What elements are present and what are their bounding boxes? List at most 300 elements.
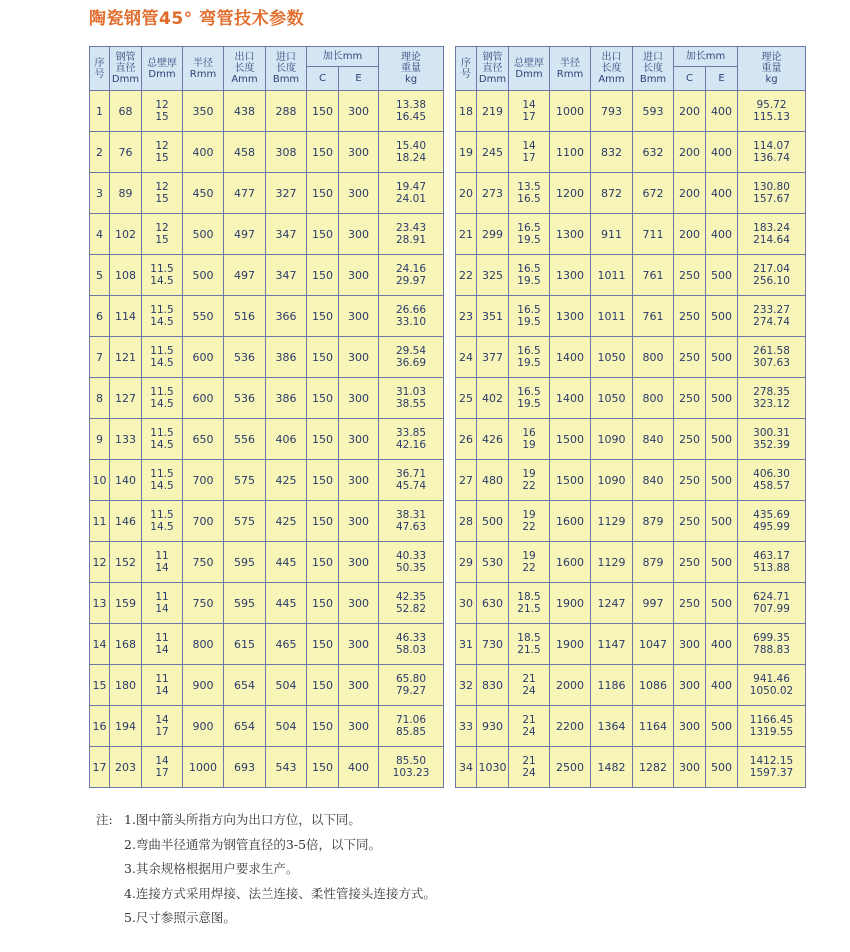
cell-no: 25: [456, 378, 477, 419]
cell-wall-line: 14: [155, 755, 169, 767]
cell-ext-c: 250: [674, 583, 706, 624]
cell-inlet-length: 504: [266, 706, 307, 747]
cell-wall-line: 19: [522, 550, 536, 562]
cell-inlet-length: 1086: [633, 665, 674, 706]
cell-ext-e: 300: [339, 460, 379, 501]
cell-no: 32: [456, 665, 477, 706]
cell-wall-line: 14.5: [150, 521, 174, 533]
cell-ext-c: 150: [307, 706, 339, 747]
cell-wall: [509, 296, 550, 337]
cell-weight-line: 36.69: [395, 357, 427, 369]
cell-wall-line: 14.5: [150, 275, 174, 287]
cell-weight-line: 23.43: [395, 222, 427, 234]
cell-no: 10: [90, 460, 110, 501]
table-row: [456, 460, 806, 501]
cell-radius: 1000: [550, 91, 591, 132]
header-radius: [550, 47, 591, 91]
header-line: 总壁厚: [514, 57, 544, 69]
cell-diameter: 219: [477, 91, 509, 132]
header-line: 理论: [761, 52, 782, 63]
table-row: [90, 132, 444, 173]
cell-outlet-length: 832: [591, 132, 633, 173]
cell-wall-line: 16.5: [517, 345, 541, 357]
cell-weight-line: 33.10: [395, 316, 427, 328]
header-ext-c: C: [674, 67, 706, 91]
cell-wall: [142, 624, 183, 665]
cell-weight-line: 29.54: [395, 345, 427, 357]
cell-ext-e: 500: [706, 542, 738, 583]
cell-outlet-length: 1186: [591, 665, 633, 706]
cell-weight-line: 513.88: [753, 562, 790, 574]
cell-weight: [379, 337, 444, 378]
header-no: [456, 47, 477, 91]
cell-weight-line: 24.01: [395, 193, 427, 205]
cell-wall: [142, 296, 183, 337]
header-ext-e: E: [339, 67, 379, 91]
cell-diameter: 377: [477, 337, 509, 378]
cell-weight-line: 214.64: [753, 234, 790, 246]
cell-diameter: 245: [477, 132, 509, 173]
cell-ext-e: 300: [339, 173, 379, 214]
cell-ext-e: 300: [339, 378, 379, 419]
cell-wall: [509, 214, 550, 255]
header-extension: 加长mm: [307, 47, 379, 67]
cell-ext-e: 500: [706, 296, 738, 337]
header-line: 长度: [276, 63, 296, 74]
cell-wall-line: 17: [155, 767, 169, 779]
header-line: 序: [461, 57, 471, 69]
cell-diameter: 1030: [477, 747, 509, 788]
cell-ext-e: 500: [706, 583, 738, 624]
cell-wall-line: 11.5: [150, 427, 174, 439]
cell-outlet-length: 1050: [591, 337, 633, 378]
cell-weight-line: 85.50: [395, 755, 427, 767]
cell-weight-line: 28.91: [395, 234, 427, 246]
cell-weight: [379, 624, 444, 665]
cell-diameter: 194: [110, 706, 142, 747]
cell-no: 19: [456, 132, 477, 173]
cell-no: 18: [456, 91, 477, 132]
cell-ext-c: 250: [674, 460, 706, 501]
cell-inlet-length: 840: [633, 460, 674, 501]
cell-inlet-length: 366: [266, 296, 307, 337]
cell-no: 13: [90, 583, 110, 624]
cell-weight-line: 183.24: [753, 222, 790, 234]
cell-no: 21: [456, 214, 477, 255]
cell-radius: 900: [183, 665, 224, 706]
cell-ext-c: 300: [674, 706, 706, 747]
cell-weight-line: 46.33: [395, 632, 427, 644]
cell-ext-e: 400: [706, 624, 738, 665]
cell-wall-line: 14.5: [150, 439, 174, 451]
cell-wall: [142, 91, 183, 132]
cell-wall-line: 14: [155, 714, 169, 726]
cell-wall-line: 11.5: [150, 468, 174, 480]
cell-radius: 1900: [550, 583, 591, 624]
cell-weight-line: 233.27: [753, 304, 790, 316]
header-ext-e: E: [706, 67, 738, 91]
cell-weight-line: 788.83: [753, 644, 790, 656]
table-row: [90, 419, 444, 460]
cell-wall-line: 14: [155, 644, 169, 656]
cell-ext-c: 200: [674, 214, 706, 255]
cell-diameter: 140: [110, 460, 142, 501]
cell-ext-e: 300: [339, 624, 379, 665]
header-line: 半径: [560, 57, 580, 69]
cell-outlet-length: 595: [224, 542, 266, 583]
cell-no: 23: [456, 296, 477, 337]
cell-ext-e: 400: [706, 91, 738, 132]
page-title: 陶瓷钢管45° 弯管技术参数: [89, 9, 305, 29]
cell-weight-line: 458.57: [753, 480, 790, 492]
cell-weight-line: 352.39: [753, 439, 790, 451]
cell-wall-line: 11: [155, 550, 169, 562]
cell-weight: [738, 583, 806, 624]
cell-ext-c: 250: [674, 542, 706, 583]
table-row: [90, 337, 444, 378]
cell-ext-c: 150: [307, 173, 339, 214]
cell-no: 17: [90, 747, 110, 788]
cell-inlet-length: 347: [266, 214, 307, 255]
cell-wall-line: 14: [155, 603, 169, 615]
cell-weight-line: 26.66: [395, 304, 427, 316]
cell-wall-line: 15: [155, 152, 169, 164]
cell-wall-line: 11.5: [150, 263, 174, 275]
cell-radius: 500: [183, 255, 224, 296]
header-line: 号: [461, 68, 471, 80]
cell-ext-c: 250: [674, 255, 706, 296]
cell-wall: [142, 665, 183, 706]
cell-weight-line: 941.46: [753, 673, 790, 685]
cell-wall-line: 24: [522, 767, 536, 779]
cell-weight-line: 707.99: [753, 603, 790, 615]
cell-radius: 900: [183, 706, 224, 747]
cell-radius: 700: [183, 501, 224, 542]
header-inlet-length: [266, 47, 307, 91]
cell-diameter: 127: [110, 378, 142, 419]
cell-outlet-length: 654: [224, 706, 266, 747]
table-row: [90, 378, 444, 419]
cell-wall: [142, 501, 183, 542]
cell-wall: [142, 747, 183, 788]
cell-inlet-length: 593: [633, 91, 674, 132]
cell-wall-line: 11: [155, 591, 169, 603]
cell-weight: [379, 296, 444, 337]
table-row: [456, 173, 806, 214]
cell-weight-line: 114.07: [753, 140, 790, 152]
cell-radius: 2200: [550, 706, 591, 747]
cell-wall: [509, 337, 550, 378]
cell-weight-line: 1319.55: [749, 726, 794, 738]
cell-weight-line: 42.35: [395, 591, 427, 603]
cell-diameter: 299: [477, 214, 509, 255]
cell-weight-line: 217.04: [753, 263, 790, 275]
cell-radius: 1900: [550, 624, 591, 665]
cell-weight-line: 103.23: [392, 767, 430, 779]
cell-inlet-length: 879: [633, 542, 674, 583]
table-row: [456, 665, 806, 706]
cell-ext-c: 150: [307, 91, 339, 132]
cell-radius: 1400: [550, 378, 591, 419]
cell-weight-line: 15.40: [395, 140, 427, 152]
cell-weight: [738, 255, 806, 296]
cell-inlet-length: 386: [266, 378, 307, 419]
cell-weight: [379, 747, 444, 788]
cell-outlet-length: 1147: [591, 624, 633, 665]
header-line: 进口: [643, 52, 663, 63]
cell-wall: [142, 173, 183, 214]
cell-radius: 800: [183, 624, 224, 665]
cell-ext-e: 300: [339, 419, 379, 460]
header-no: [90, 47, 110, 91]
cell-weight-line: 115.13: [753, 111, 790, 123]
cell-outlet-length: 1050: [591, 378, 633, 419]
cell-weight: [738, 624, 806, 665]
cell-wall: [142, 214, 183, 255]
cell-wall-line: 14.5: [150, 480, 174, 492]
cell-weight-line: 435.69: [753, 509, 790, 521]
cell-weight-line: 71.06: [395, 714, 427, 726]
cell-weight: [738, 214, 806, 255]
note-item: 2.弯曲半径通常为钢管直径的3-5倍，以下同。: [124, 836, 382, 852]
header-line: Dmm: [111, 74, 140, 85]
cell-weight: [738, 706, 806, 747]
cell-ext-e: 400: [706, 173, 738, 214]
cell-inlet-length: 327: [266, 173, 307, 214]
cell-outlet-length: 595: [224, 583, 266, 624]
header-line: 长度: [643, 63, 663, 74]
cell-wall: [509, 460, 550, 501]
cell-ext-c: 150: [307, 501, 339, 542]
table-row: [456, 624, 806, 665]
cell-wall-line: 14: [522, 99, 536, 111]
cell-wall: [509, 91, 550, 132]
cell-weight-line: 1050.02: [749, 685, 794, 697]
cell-no: 12: [90, 542, 110, 583]
cell-diameter: 102: [110, 214, 142, 255]
header-extension: 加长mm: [674, 47, 738, 67]
cell-ext-c: 150: [307, 419, 339, 460]
cell-wall: [509, 624, 550, 665]
cell-inlet-length: 1282: [633, 747, 674, 788]
cell-diameter: 133: [110, 419, 142, 460]
cell-weight: [379, 501, 444, 542]
cell-wall-line: 24: [522, 726, 536, 738]
cell-diameter: 89: [110, 173, 142, 214]
cell-radius: 1500: [550, 460, 591, 501]
cell-wall-line: 21: [522, 755, 536, 767]
cell-wall-line: 12: [155, 99, 169, 111]
cell-wall: [509, 255, 550, 296]
cell-radius: 1100: [550, 132, 591, 173]
cell-wall-line: 24: [522, 685, 536, 697]
cell-weight: [738, 337, 806, 378]
cell-diameter: 203: [110, 747, 142, 788]
cell-radius: 600: [183, 337, 224, 378]
cell-diameter: 152: [110, 542, 142, 583]
header-line: 理论: [401, 52, 422, 63]
cell-ext-c: 150: [307, 747, 339, 788]
cell-outlet-length: 1247: [591, 583, 633, 624]
cell-wall: [509, 583, 550, 624]
cell-wall-line: 17: [522, 111, 536, 123]
header-line: 直径: [482, 63, 503, 74]
header-line: 钢管: [115, 52, 136, 63]
cell-wall: [142, 378, 183, 419]
table-row: [90, 542, 444, 583]
cell-radius: 1600: [550, 542, 591, 583]
cell-ext-e: 400: [706, 665, 738, 706]
table-row: [456, 132, 806, 173]
header-line: Amm: [231, 74, 258, 85]
cell-diameter: 68: [110, 91, 142, 132]
header-line: Amm: [598, 74, 625, 85]
header-wall: [509, 47, 550, 91]
cell-weight-line: 136.74: [753, 152, 790, 164]
spec-table-right: [455, 46, 806, 788]
cell-weight: [738, 296, 806, 337]
cell-ext-c: 300: [674, 747, 706, 788]
cell-diameter: 168: [110, 624, 142, 665]
cell-radius: 1500: [550, 419, 591, 460]
cell-weight-line: 36.71: [395, 468, 427, 480]
cell-weight: [738, 460, 806, 501]
cell-inlet-length: 761: [633, 255, 674, 296]
table-row: [456, 706, 806, 747]
cell-inlet-length: 879: [633, 501, 674, 542]
cell-inlet-length: 425: [266, 501, 307, 542]
cell-outlet-length: 1090: [591, 419, 633, 460]
header-radius: [183, 47, 224, 91]
cell-radius: 550: [183, 296, 224, 337]
header-line: 长度: [234, 63, 255, 74]
table-row: [456, 583, 806, 624]
cell-diameter: 500: [477, 501, 509, 542]
cell-weight-line: 33.85: [395, 427, 427, 439]
cell-ext-c: 150: [307, 337, 339, 378]
cell-radius: 650: [183, 419, 224, 460]
cell-weight-line: 42.16: [395, 439, 427, 451]
table-row: [456, 214, 806, 255]
cell-weight-line: 24.16: [395, 263, 427, 275]
cell-no: 14: [90, 624, 110, 665]
cell-ext-e: 400: [706, 214, 738, 255]
header-line: 序: [94, 57, 105, 69]
cell-wall-line: 19: [522, 509, 536, 521]
cell-outlet-length: 536: [224, 337, 266, 378]
cell-diameter: 146: [110, 501, 142, 542]
table-row: [90, 296, 444, 337]
cell-inlet-length: 504: [266, 665, 307, 706]
cell-diameter: 730: [477, 624, 509, 665]
cell-wall-line: 22: [522, 480, 536, 492]
cell-outlet-length: 438: [224, 91, 266, 132]
cell-ext-c: 150: [307, 132, 339, 173]
cell-outlet-length: 516: [224, 296, 266, 337]
table-row: [90, 91, 444, 132]
header-line: kg: [404, 74, 418, 85]
cell-ext-c: 150: [307, 378, 339, 419]
cell-wall: [509, 501, 550, 542]
cell-wall-line: 16: [522, 427, 536, 439]
cell-ext-c: 150: [307, 665, 339, 706]
cell-weight: [738, 132, 806, 173]
cell-radius: 1200: [550, 173, 591, 214]
cell-diameter: 830: [477, 665, 509, 706]
cell-ext-c: 150: [307, 214, 339, 255]
cell-weight-line: 130.80: [753, 181, 790, 193]
cell-wall-line: 16.5: [517, 193, 541, 205]
cell-outlet-length: 458: [224, 132, 266, 173]
cell-ext-c: 150: [307, 624, 339, 665]
cell-wall-line: 19.5: [517, 316, 541, 328]
cell-ext-e: 300: [339, 214, 379, 255]
cell-inlet-length: 386: [266, 337, 307, 378]
cell-wall-line: 11: [155, 632, 169, 644]
cell-outlet-length: 1011: [591, 255, 633, 296]
cell-weight: [379, 91, 444, 132]
cell-weight-line: 307.63: [753, 357, 790, 369]
cell-weight-line: 157.67: [753, 193, 790, 205]
cell-outlet-length: 1129: [591, 542, 633, 583]
cell-no: 1: [90, 91, 110, 132]
cell-wall-line: 14.5: [150, 398, 174, 410]
cell-radius: 2500: [550, 747, 591, 788]
cell-diameter: 159: [110, 583, 142, 624]
cell-inlet-length: 800: [633, 337, 674, 378]
cell-no: 4: [90, 214, 110, 255]
cell-diameter: 273: [477, 173, 509, 214]
cell-radius: 1300: [550, 255, 591, 296]
cell-ext-c: 250: [674, 419, 706, 460]
cell-wall: [142, 706, 183, 747]
table-row: [456, 378, 806, 419]
cell-inlet-length: 543: [266, 747, 307, 788]
cell-outlet-length: 575: [224, 501, 266, 542]
cell-outlet-length: 1364: [591, 706, 633, 747]
cell-weight-line: 274.74: [753, 316, 790, 328]
cell-wall-line: 19.5: [517, 234, 541, 246]
cell-weight: [738, 665, 806, 706]
cell-diameter: 426: [477, 419, 509, 460]
cell-outlet-length: 497: [224, 255, 266, 296]
header-line: Bmm: [639, 74, 667, 85]
cell-radius: 1000: [183, 747, 224, 788]
cell-radius: 500: [183, 214, 224, 255]
header-wall: [142, 47, 183, 91]
cell-no: 26: [456, 419, 477, 460]
cell-weight-line: 13.38: [395, 99, 427, 111]
cell-diameter: 930: [477, 706, 509, 747]
header-inlet-length: [633, 47, 674, 91]
table-row: [456, 255, 806, 296]
cell-ext-e: 500: [706, 706, 738, 747]
cell-wall-line: 11.5: [150, 386, 174, 398]
header-line: kg: [765, 74, 778, 85]
cell-wall-line: 16.5: [517, 263, 541, 275]
cell-wall: [509, 419, 550, 460]
cell-outlet-length: 536: [224, 378, 266, 419]
cell-wall-line: 19.5: [517, 275, 541, 287]
cell-weight-line: 1166.45: [749, 714, 794, 726]
cell-radius: 1300: [550, 296, 591, 337]
cell-no: 27: [456, 460, 477, 501]
cell-wall-line: 14.5: [150, 357, 174, 369]
cell-ext-e: 500: [706, 747, 738, 788]
cell-weight-line: 1597.37: [749, 767, 794, 779]
note-item: 1.图中箭头所指方向为出口方位，以下同。: [124, 812, 361, 827]
cell-wall-line: 16.5: [517, 222, 541, 234]
